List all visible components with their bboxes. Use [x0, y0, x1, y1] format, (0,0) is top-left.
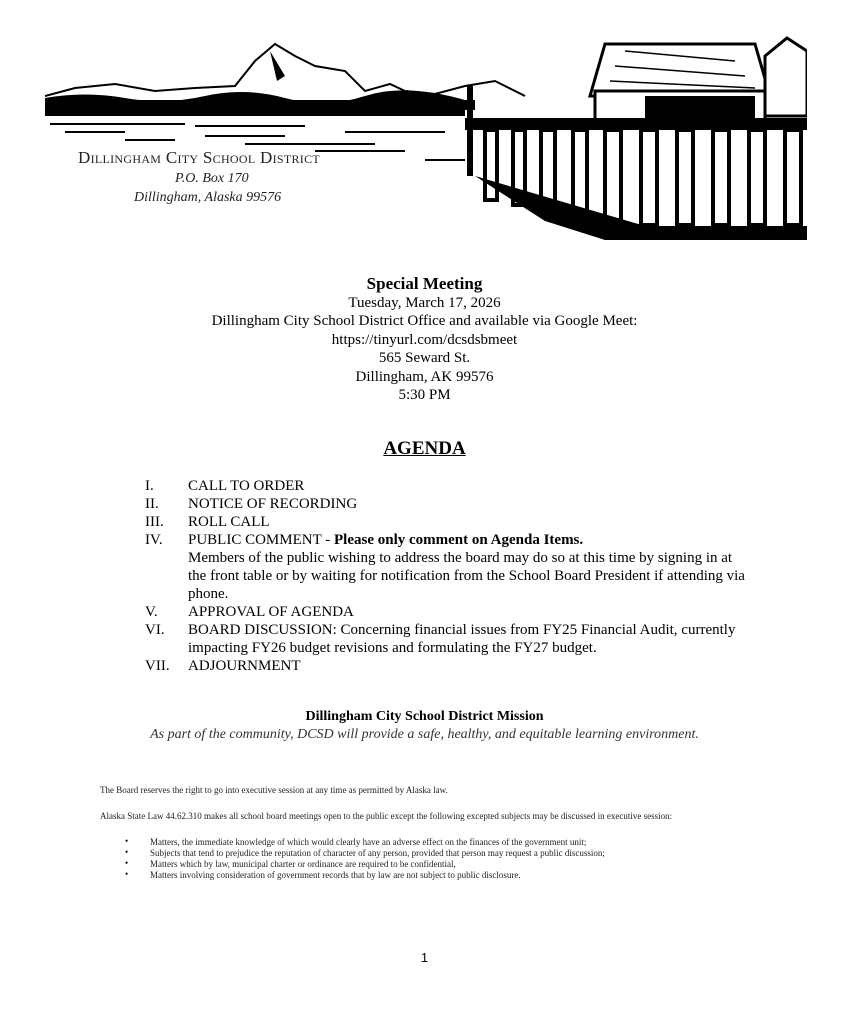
meeting-location: Dillingham City School District Office and available via Google Meet: [211, 313, 638, 329]
item-text: ROLL CALL [188, 514, 270, 530]
item-detail: Members of the public wishing to address the board may do so at this time by signing in at the front table or by waiting for notification from the School Board President if attending via phone. [188, 550, 745, 602]
meeting-street: 565 Seward St. [378, 350, 471, 366]
excepted-subject: Subjects that tend to prejudice the reputation of character of any person, provided that person may request a public discussion; [150, 848, 605, 858]
meeting-title: Special Meeting [366, 274, 483, 293]
excepted-subject: Matters which by law, municipal charter or ordinance are required to be confidential, [150, 859, 456, 869]
bullet: • [125, 847, 129, 857]
mission-statement: As part of the community, DCSD will provide a safe, healthy, and equitable learning environment. [150, 727, 699, 742]
item-label: PUBLIC COMMENT - [188, 532, 334, 548]
item-number: I. [145, 478, 154, 494]
meeting-date: Tuesday, March 17, 2026 [348, 294, 501, 311]
item-number: VI. [145, 622, 165, 638]
item-note: Please only comment on Agenda Items. [334, 532, 584, 548]
meeting-time: 5:30 PM [398, 387, 451, 403]
meeting-city: Dillingham, AK 99576 [355, 368, 494, 385]
item-text: NOTICE OF RECORDING [188, 496, 358, 512]
letterhead-illustration [45, 36, 807, 240]
item-text: APPROVAL OF AGENDA [188, 604, 354, 620]
excepted-subject: Matters involving consideration of government records that by law are not subject to public disclosure. [150, 870, 521, 880]
item-number: V. [145, 604, 158, 620]
meeting-info [0, 275, 849, 405]
bullet: • [125, 869, 129, 879]
law-intro: Alaska State Law 44.62.310 makes all school board meetings open to the public except the following excepted subjects may be discussed in executive session: [100, 811, 673, 821]
item-number: II. [145, 496, 159, 512]
district-name: Dillingham City School District [78, 148, 321, 167]
item-text: BOARD DISCUSSION: Concerning financial issues from FY25 Financial Audit, currently impacting FY26 budget revisions and formulating the FY27 budget. [188, 622, 736, 656]
item-text: ADJOURNMENT [188, 658, 301, 674]
excepted-subject: Matters, the immediate knowledge of which would clearly have an adverse effect on the finances of the government unit; [150, 837, 587, 847]
page-number: 1 [420, 950, 429, 965]
po-box: P.O. Box 170 [175, 171, 249, 186]
item-text [188, 531, 748, 603]
meeting-link[interactable]: https://tinyurl.com/dcsdsbmeet [331, 331, 518, 348]
item-number: IV. [145, 532, 163, 548]
item-number: VII. [145, 658, 170, 674]
item-number: III. [145, 514, 164, 530]
bullet: • [125, 836, 129, 846]
item-text: CALL TO ORDER [188, 478, 305, 494]
agenda-heading: AGENDA [383, 438, 466, 459]
mission-title: Dillingham City School District Mission [305, 709, 544, 724]
bullet: • [125, 858, 129, 868]
executive-session-note: The Board reserves the right to go into executive session at any time as permitted by Alaska law. [100, 785, 448, 795]
city-state: Dillingham, Alaska 99576 [134, 190, 282, 205]
